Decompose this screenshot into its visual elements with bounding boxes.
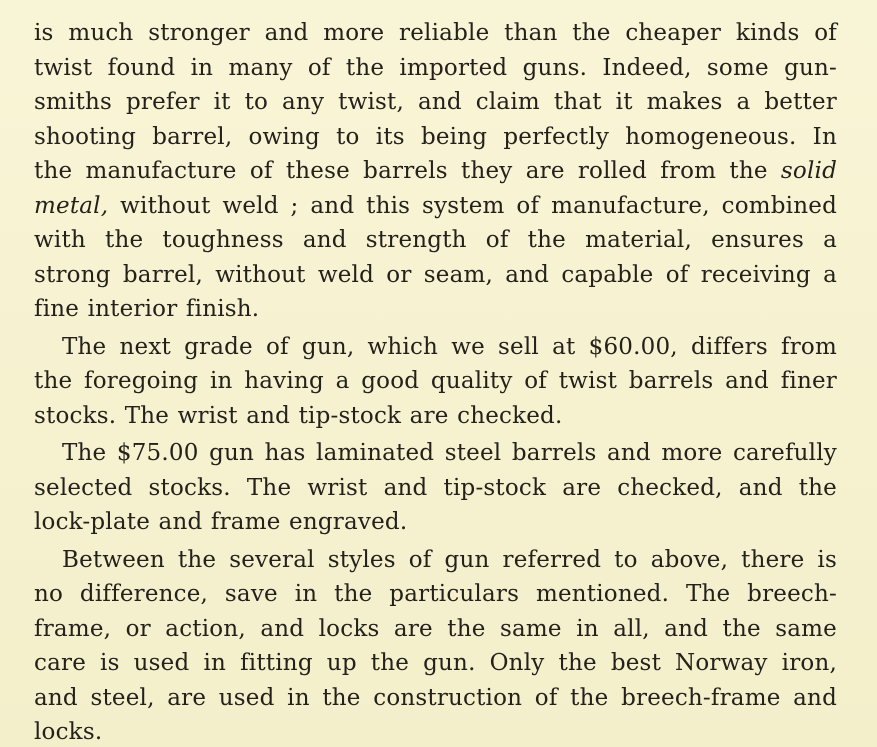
text-line: no difference, save in the particulars mentioned. The breech- [34,581,837,607]
text-line: stocks. The wrist and tip-stock are checked. [34,402,563,429]
text-line [34,189,837,224]
text-line: Between the several styles of gun referred to above, there is [62,546,837,573]
paragraph-seventy-five-dollar-gun [34,436,837,540]
italic-text-run: solid [780,158,837,184]
text-line: frame, or action, and locks are the same in all, and the same [34,615,837,642]
text-line: is much stronger and more reliable than the cheaper kinds of [34,20,837,46]
text-line: care is used in fitting up the gun. Only the best Norway iron, [34,650,837,676]
text-line: and steel, are used in the construction of the breech-frame and [34,684,837,711]
text-line: selected stocks. The wrist and tip-stock are checked, and the [34,474,837,501]
text-line: strong barrel, without weld or seam, and capable of receiving a [34,261,837,288]
text-line: The $75.00 gun has laminated steel barrels and more carefully [62,440,837,466]
text-line: smiths prefer it to any twist, and claim that it makes a better [34,89,837,115]
text-line: twist found in many of the imported guns. Indeed, some gun- [34,54,837,81]
italic-text-run: metal, [34,192,109,219]
text-run: the manufacture of these barrels they are rolled from the [34,158,781,184]
paragraph-construction [34,543,837,747]
text-line: The next grade of gun, which we sell at $60.00, differs from [62,333,837,360]
paragraph-damascus-steel [34,16,837,327]
text-run: without weld ; and this system of manufacture, combined [108,192,837,219]
text-line: locks. [34,719,103,745]
text-line [34,154,837,189]
text-line: shooting barrel, owing to its being perfectly homogeneous. In [34,123,837,150]
paragraph-sixty-dollar-gun [34,330,837,434]
text-line: lock-plate and frame engraved. [34,509,408,535]
text-line: the foregoing in having a good quality of twist barrels and finer [34,368,837,394]
text-line: with the toughness and strength of the material, ensures a [34,227,837,253]
text-line: fine interior finish. [34,296,260,322]
